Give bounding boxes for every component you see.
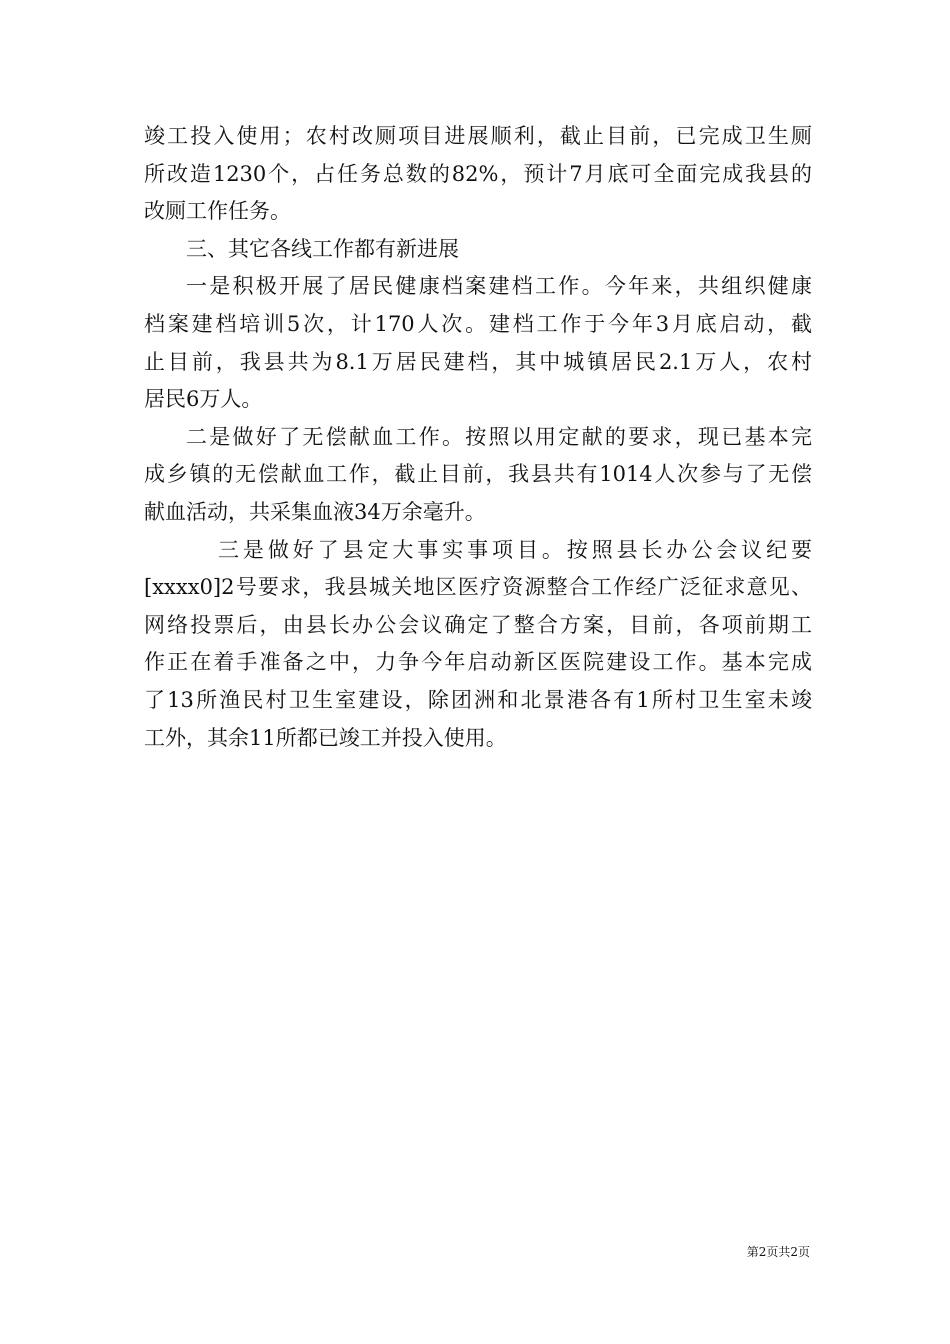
text-line: 改厕工作任务。 <box>144 199 291 224</box>
text-line: 止目前，我县共为8.1万居民建档，其中城镇居民2.1万人，农村 <box>144 349 812 374</box>
text-line: 二是做好了无偿献血工作。按照以用定献的要求，现已基本完 <box>186 424 812 449</box>
text-line: 档案建档培训5次，计170人次。建档工作于今年3月底启动，截 <box>144 311 812 336</box>
text-line: 献血活动，共采集血液34万余毫升。 <box>144 499 486 524</box>
text-line: 了13所渔民村卫生室建设，除团洲和北景港各有1所村卫生室未竣 <box>144 687 812 712</box>
page-number-footer: 第2页共2页 <box>746 1245 810 1259</box>
text-line: 所改造1230个，占任务总数的82%，预计7月底可全面完成我县的 <box>144 161 812 186</box>
text-line: 竣工投入使用；农村改厕项目进展顺利，截止目前，已完成卫生厕 <box>144 124 812 148</box>
text-line: 网络投票后，由县长办公会议确定了整合方案，目前，各项前期工 <box>144 612 812 637</box>
text-line: 一是积极开展了居民健康档案建档工作。今年来，共组织健康 <box>186 274 812 299</box>
document-body <box>144 118 812 757</box>
text-line: 工外，其余11所都已竣工并投入使用。 <box>144 725 507 750</box>
text-line: 三是做好了县定大事实事项目。按照县长办公会议纪要 <box>218 537 812 562</box>
section-heading: 三、其它各线工作都有新进展 <box>186 236 459 261</box>
text-line: 作正在着手准备之中，力争今年启动新区医院建设工作。基本完成 <box>144 650 812 675</box>
text-line: 居民6万人。 <box>144 387 263 412</box>
text-line: [xxxx0]2号要求，我县城关地区医疗资源整合工作经广泛征求意见、 <box>144 575 812 600</box>
text-line: 成乡镇的无偿献血工作，截止目前，我县共有1014人次参与了无偿 <box>144 462 812 487</box>
